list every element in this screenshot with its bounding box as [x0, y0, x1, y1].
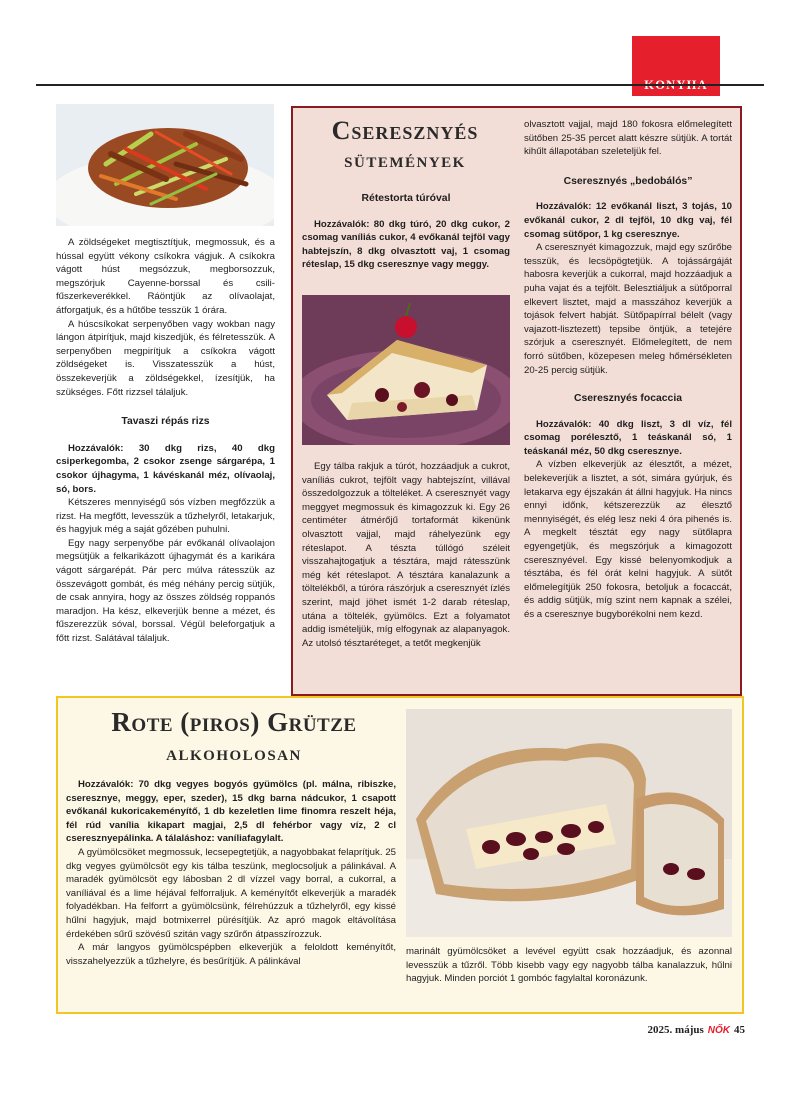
cherry-column-1 [302, 192, 510, 272]
cherry-column-1-body [302, 460, 510, 650]
cherry-title-line-2: sütemények [344, 147, 466, 172]
left-paragraph-3: Kétszeres mennyiségű sós vízben megfőzzük a rizst. Ha megfőtt, levesszük a tűzhelyről, letakarjuk, és hagyjuk még a saját gőzében puhulni. [56, 497, 275, 536]
subhead-tavaszi-repas-rizs: Tavaszi répás rizs [121, 416, 210, 428]
left-column [56, 236, 275, 646]
grutze-method-1: A gyümölcsöket megmossuk, lecsepegtetjük, a nagyobbakat felaprítjuk. 25 dkg vegyes gyümölcsöt egy kis tálba teszünk, meglocsoljuk a pálinkával. A maradék gyümölcsöt egy lábosban 2 dl vízzel vagy borral, a cukorral, a vaníliával és a lime héjával felforraljuk. A keményítőt elkeverjük a maradék folyadékban. Ha felforrt a gyümölcsünk, félrehúzzuk a tűzhelyről, egy kissé hűlni hagyjuk, majd botmixerrel pürésítjük. Az apró magok eltávolítása érdekében sűrű szövésű szitán vagy szűrőn átpasszírozzuk. [66, 846, 396, 940]
retestorta-method: Egy tálba rakjuk a túrót, hozzáadjuk a cukrot, vaníliás cukrot, tejfölt vagy habtejszínt, villával összedolgozzuk a tölteléket. A cseresznyét vagy meggyet megmossuk és kimagozzuk ki. Egy 26 centiméter átmérőjű tortaformát kikenünk olvasztott vajjal, majd ráhelyezünk egy réteslapot. A tészta túllógó széleit visszahajtogatjuk a tésztára, majd rátesszünk még két réteslapot. A tésztára kanalazunk a töltelékből, a túróra rászórjuk a cseresznyét ízlés szerint, majd jöhet ismét 1-2 darab réteslap, utána a töltelék, gyümölcs. Ezt a folyamatot addig ismételjük, míg elfogynak az alapanyagok. Az utolsó tésztaréteget, a tetőt megkenjük [302, 461, 510, 649]
grutze-method-3: marinált gyümölcsöket a levével együtt csak hozzáadjuk, és azonnal levesszük a tűzről. Több kisebb vagy egy nagyobb tálba kanalazzuk, hűlni hagyjuk. Minden porciót 1 gombóc fagylaltal koronázunk. [406, 946, 732, 985]
left-paragraph-1: A zöldségeket megtisztítjuk, megmossuk, és a hússal együtt vékony csíkokra vágjuk. A csíkokra vágott húst megsózzuk, megborsozzuk, megszórjuk Cayenne-borssal és csili-fűszerkeverékkel. Ráöntjük az olívaolajat, átforgatjuk, és a hűtőbe tesszük 1 órára. [56, 237, 275, 316]
section-tab [632, 36, 720, 96]
cherry-pastry-photo [406, 709, 732, 937]
left-paragraph-4: Egy nagy serpenyőbe pár evőkanál olívaolajon megsütjük a felkarikázott újhagymát és a karikára vágott sárgarépát. Pár perc múlva rátesszük az összevágott gombát, és még néhány percig sütjük, de csak annyira, hogy az összes zöldség roppanós maradjon. Ha kész, elkeverjük benne a mézet, és fűszerezzük sóval, borssal. Végül beleforgatjuk a főtt rizst. Salátával tálaljuk. [56, 537, 275, 645]
cherry-title [300, 116, 510, 174]
ingredients-bedobalos: Hozzávalók: 12 evőkanál liszt, 3 tojás, 10 evőkanál cukor, 2 dl tejföl, 10 dkg vaj, fél csomag sütőpor, 1 kg cseresznye. [524, 201, 732, 240]
grutze-column-2 [406, 945, 732, 986]
header-rule [36, 84, 764, 86]
ingredients-focaccia: Hozzávalók: 40 dkg liszt, 3 dl víz, fél csomag porélesztő, 1 teáskanál só, 1 teáskanál méz, 50 dkg cseresznye. [524, 418, 732, 457]
left-paragraph-2: A húscsíkokat serpenyőben vagy wokban nagy lángon átpirítjuk, majd kiszedjük, és félretesszük. A serpenyőben megpirítjuk a csíkokra vágott zöldségeket is. Visszatesszük a húst, összekeverjük a zöldségekkel, ízesítjük, ha szükséges. Főtt rizzsel tálaljuk. [56, 318, 275, 398]
subhead-focaccia: Cseresznyés focaccia [573, 393, 683, 405]
ingredients-retestorta: Hozzávalók: 80 dkg túró, 20 dkg cukor, 2 csomag vaníliás cukor, 4 evőkanál tejföl vagy habtejszín, 8 dkg olvasztott vaj, 1 csomag réteslap, 15 dkg cseresznye vagy meggy. [302, 218, 510, 271]
grutze-column-1 [66, 778, 396, 968]
magazine-logo: NŐK [707, 1024, 730, 1036]
grutze-title-line-2: alkoholosan [166, 740, 302, 765]
ingredients-rizs: Hozzávalók: 30 dkg rizs, 40 dkg csiperkegomba, 2 csokor zsenge sárgarépa, 1 csokor újhagyma, 1 kávéskanál méz, olívaolaj, só, bors. [56, 442, 275, 495]
grutze-method-2: A már langyos gyümölcspépben elkeverjük a feloldott keményítőt, visszahelyezzük a tűzhelyre, és besűrítjük. A pálinkával [66, 942, 396, 967]
page-number: 45 [734, 1024, 745, 1036]
ingredients-grutze: Hozzávalók: 70 dkg vegyes bogyós gyümölcs (pl. málna, ribiszke, cseresznye, meggy, eper, szeder), 15 dkg barna nádcukor, 1 csapott evőkanál kukoricakeményítő, 1 db kezeletlen lime finomra reszelt héja, fél rúd vanília kikapart magjai, 2,5 dl fehérbor vagy víz, 2 cl cseresznyepálinka. A tálaláshoz: vaníliafagylalt. [66, 779, 396, 845]
issue-date: 2025. május [647, 1024, 704, 1036]
bedobalos-method: A cseresznyét kimagozzuk, majd egy szűrőbe tesszük, és lecsöpögtetjük. A tojássárgáját habosra keverjük a cukorral, majd hozzáadjuk a puha vajat és a tejfölt. Belesztiáljuk a sütőporral elkevert lisztet, majd a masszához keverjük a tojások felvert habját. Sütőpapírral bélelt (vagy vajazott-lisztezett) tepsibe öntjük, a tetejére szórjuk a cseresznyét. Előmelegített, de nem forró sütőben, közepesen meleg hőmérsékleten 20-25 percig sütjük. [524, 242, 732, 376]
cherry-title-line-1: Cseresznyés [331, 116, 479, 145]
strudel-cake-photo [302, 295, 510, 445]
subhead-retestorta: Rétestorta túróval [361, 193, 451, 204]
subhead-bedobalos: Cseresznyés „bedobálós” [563, 175, 693, 187]
focaccia-method: A vízben elkeverjük az élesztőt, a mézet, belekeverjük a lisztet, a sót, simára gyúrjuk, és letakarva egy éjszakán át állni hagyjuk. Ha nincs ennyi időnk, kétszerezzük az élesztő mennyiségét, és elég lesz neki 4 óra pihenés is. A megkelt tésztát egy nagy sütőlapra egyengetjük, és megszórjuk a kimagozott cseresznyével. Egy kissé belenyomkodjuk a tésztába, és fél órát kelni hagyjuk. A sütőt előmelegítjük 250 fokosra, betoljuk a focaccát, és addig sütjük, míg szint nem kapnak a szélei, és a cseresznye bugyborékolni nem kezd. [524, 459, 732, 620]
retestorta-method-cont: olvasztott vajjal, majd 180 fokosra előmelegített sütőben 25-35 percet alatt készre sütjük. A tortát kihűlt állapotában szeleteljük fel. [524, 119, 732, 158]
page-footer [630, 1024, 745, 1036]
grutze-title [74, 706, 394, 768]
grutze-title-line-1: Rote (piros) Grütze [111, 707, 357, 737]
cherry-column-2 [524, 118, 732, 622]
section-label [644, 78, 707, 93]
stir-fry-photo [56, 104, 274, 226]
